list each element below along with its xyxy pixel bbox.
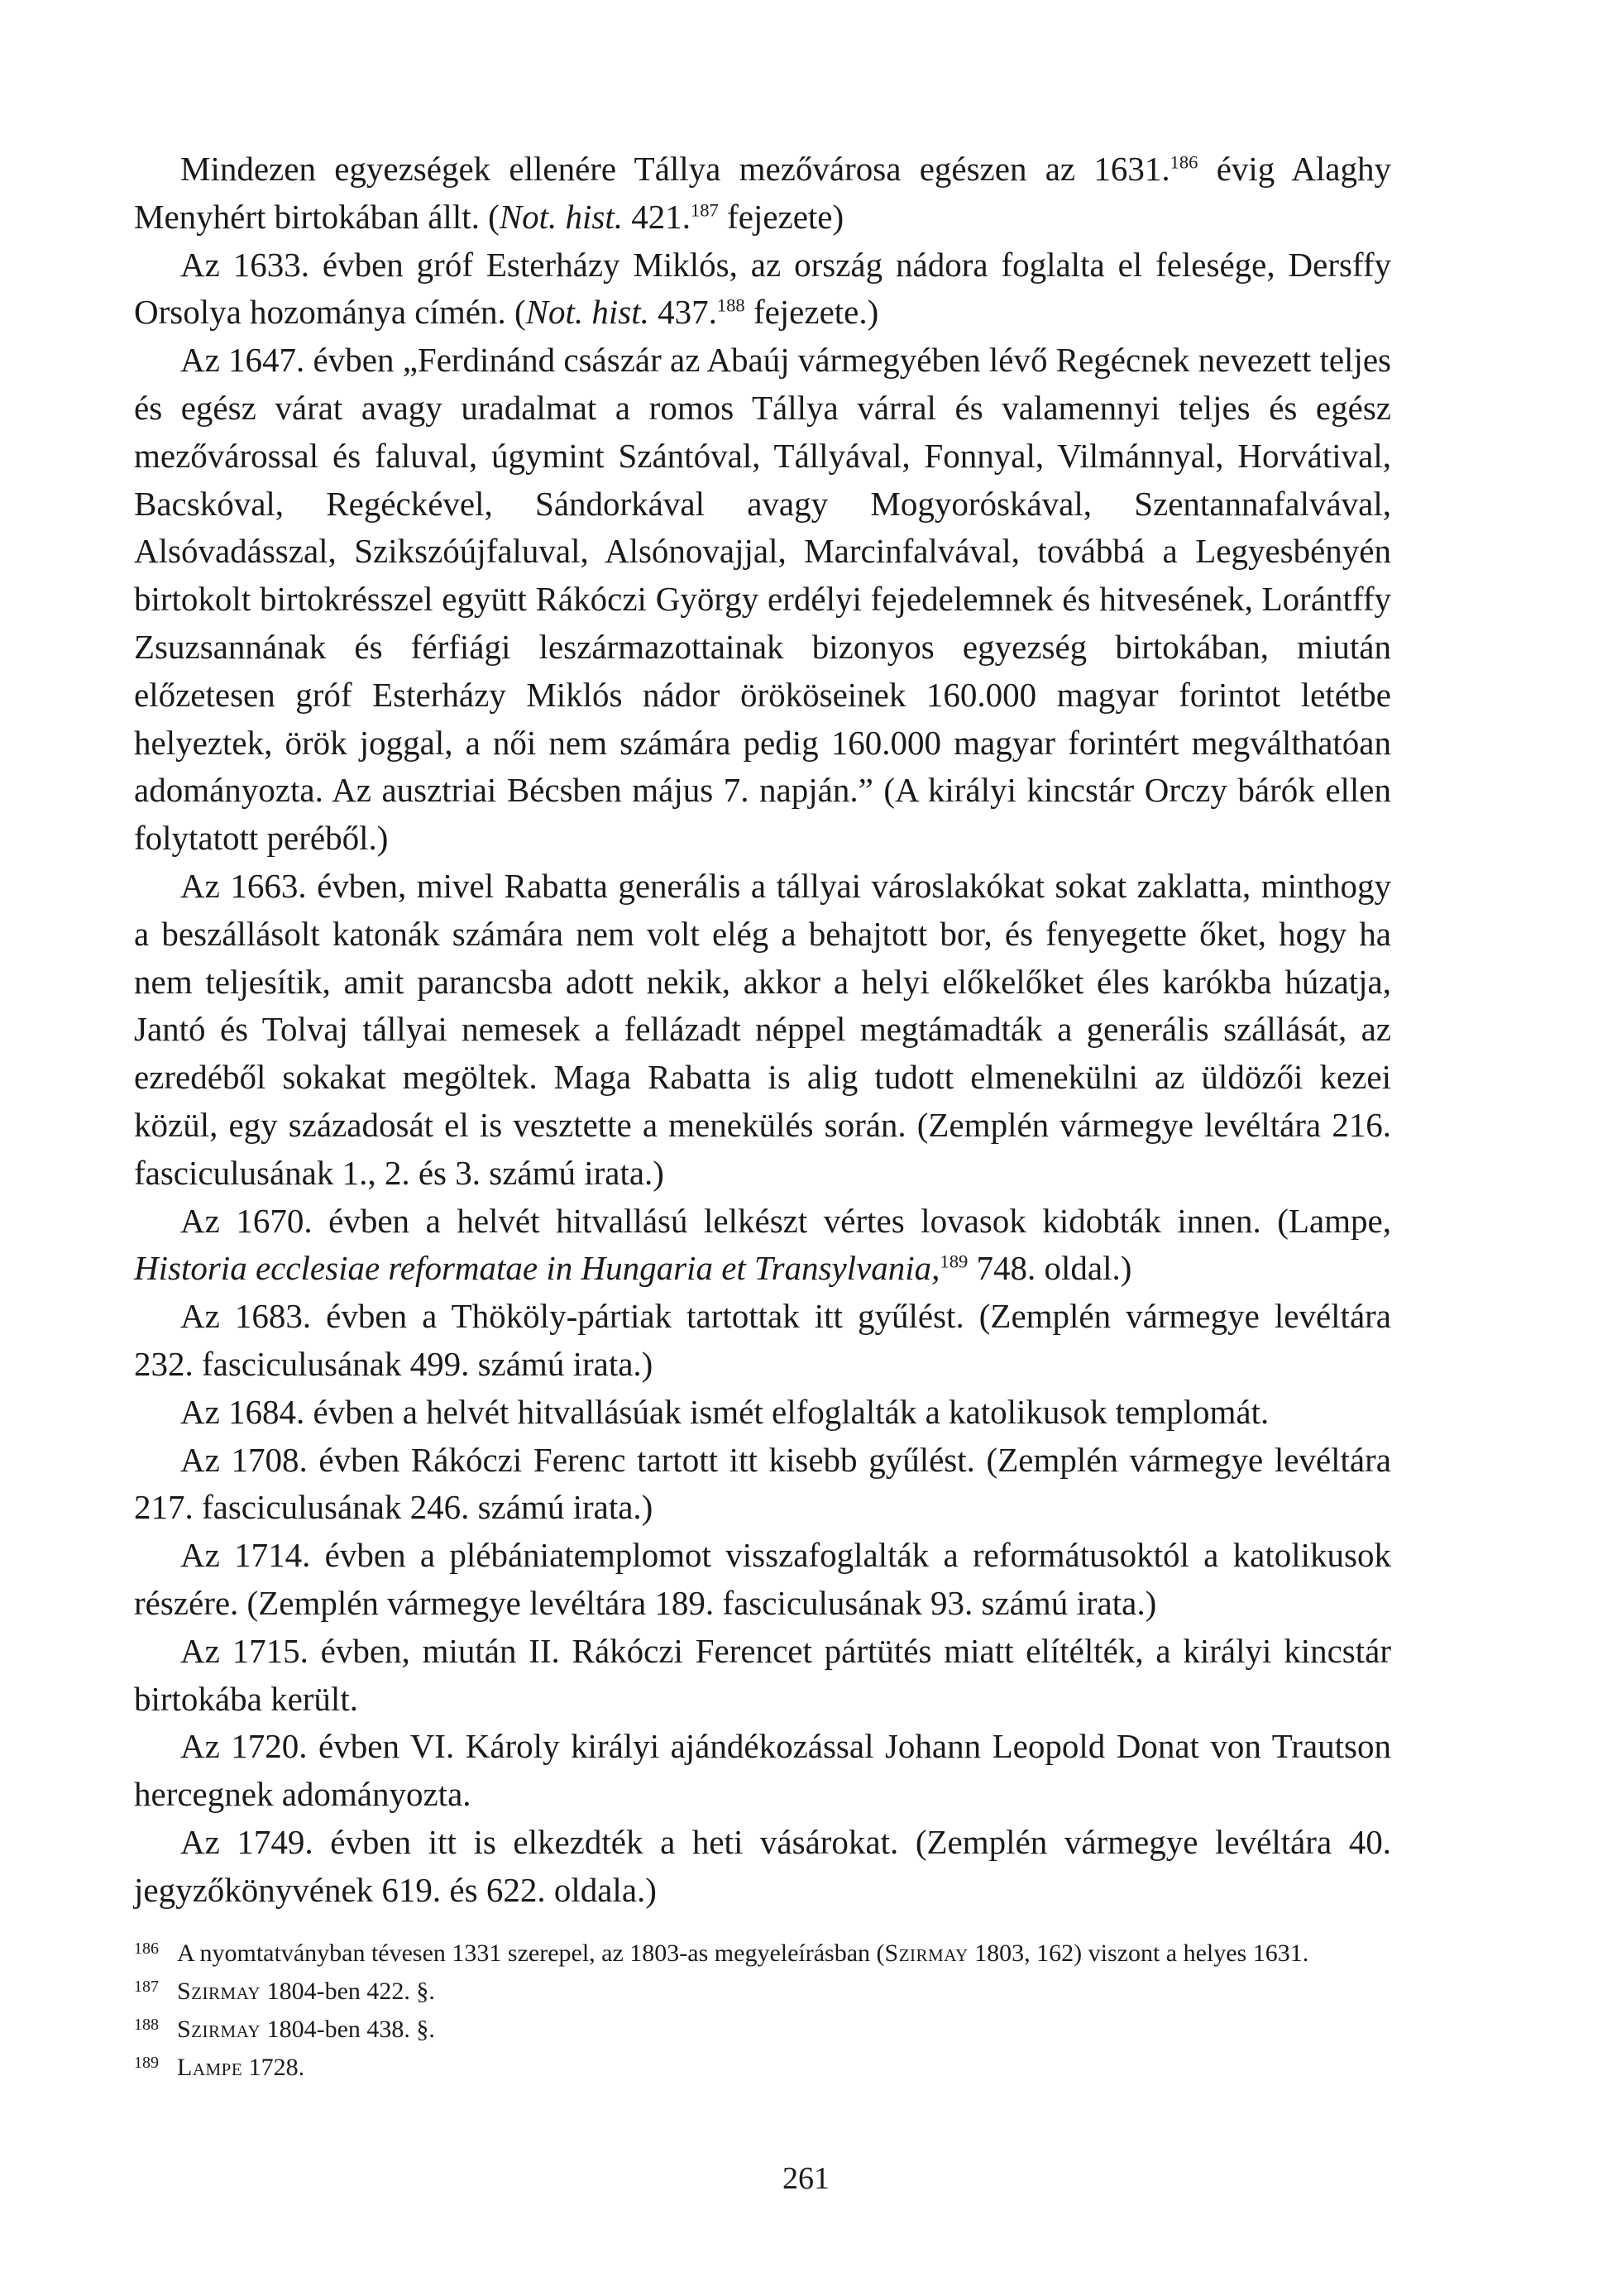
text-run: Az 1715. évben, miután II. Rákóczi Ferencet pártütés miatt elítélték, a királyi kincstár birtokába került. [134,1631,1391,1718]
footnote [134,1970,1391,2008]
paragraph [134,1293,1391,1389]
footnote-reference: 187 [691,199,719,221]
text-run: 748. oldal.) [968,1249,1132,1288]
footnote [134,2046,1391,2084]
footnote-reference: 188 [716,294,745,316]
footnote-number: 188 [134,2016,159,2034]
text-run: Az 1684. évben a helvét hitvallásúak ismét elfoglalták a katolikusok templomát. [180,1392,1270,1431]
paragraph [134,1532,1391,1628]
footnotes [134,1932,1391,2084]
footnote-number: 186 [134,1940,159,1958]
text-run: évig Alaghy Menyhért birtokában állt. ( [134,150,1392,236]
author-name: Lampe [177,2054,243,2081]
italic-title: Not. hist. [499,197,623,236]
footnote-number: 187 [134,1978,159,1996]
paragraph [134,1437,1391,1533]
paragraph [134,146,1391,242]
paragraph [134,1628,1391,1724]
paragraph [134,1819,1391,1915]
text-run: 1803, 162) viszont a helyes 1631. [968,1940,1309,1967]
italic-title: Historia ecclesiae reformatae in Hungaria et Transylvania, [134,1249,940,1288]
paragraph [134,337,1391,863]
footnote-number: 189 [134,2054,159,2072]
text-run: Mindezen egyezségek ellenére Tállya mezővárosa egészen az 1631. [180,150,1170,188]
text-run: Az 1714. évben a plébániatemplomot visszafoglalták a reformátusoktól a katolikusok részére. (Zemplén vármegye levéltára 189. fasciculusának 93. számú irata.) [134,1536,1391,1622]
text-run: Az 1708. évben Rákóczi Ferenc tartott itt kisebb gyűlést. (Zemplén vármegye levéltára 217. fasciculusának 246. számú irata.) [134,1440,1391,1527]
paragraph [134,242,1391,337]
paragraph [134,1723,1391,1819]
text-run: Az 1683. évben a Thököly-pártiak tartottak itt gyűlést. (Zemplén vármegye levéltára 232. fasciculusának 499. számú irata.) [134,1297,1391,1383]
text-run: Az 1663. évben, mivel Rabatta generális a tállyai városlakókat sokat zaklatta, minthogy a beszállásolt katonák számára nem volt elég a behajtott bor, és fenyegette őket, hogy ha nem teljesítik, amit parancsba adott nekik, akkor a helyi előkelőket éles karókba húzatja, Jantó és Tolvaj tállyai nemesek a fellázadt néppel megtámadták a generális szállását, az ezredéből sokakat megöltek. Maga Rabatta is alig tudott elmenekülni az üldözői kezei közül, egy századosát el is vesztette a menekülés során. (Zemplén vármegye levéltára 216. fasciculusának 1., 2. és 3. számú irata.) [134,866,1391,1192]
paragraph [134,1389,1391,1437]
text-run: Az 1670. évben a helvét hitvallású lelkészt vértes lovasok kidobták innen. (Lampe, [180,1201,1391,1240]
text-run: 437. [648,293,717,332]
text-run: 421. [623,197,691,236]
author-name: Szirmay [177,2016,261,2043]
text-run: 1804-ben 438. §. [261,2016,435,2043]
paragraph [134,863,1391,1198]
page-number: 261 [782,2161,830,2196]
author-name: Szirmay [884,1940,969,1967]
text-run: Az 1720. évben VI. Károly királyi ajándékozással Johann Leopold Donat von Trautson hercegnek adományozta. [134,1727,1391,1814]
italic-title: Not. hist. [525,293,649,332]
footnote [134,1932,1391,1970]
footnote-reference: 186 [1170,151,1198,173]
text-run: Az 1647. évben „Ferdinánd császár az Abaúj vármegyében lévő Regécnek nevezett teljes és egész várat avagy uradalmat a romos Tállya várral és valamennyi teljes és egész mezővárossal és faluval, úgymint Szántóval, Tállyával, Fonnyal, Vilmánnyal, Horvátival, Bacskóval, Regéckével, Sándorkával avagy Mogyoróskával, Szentannafalvával, Alsóvadásszal, Szikszóújfaluval, Alsónovajjal, Marcinfalvával, továbbá a Legyesbényén birtokolt birtokrésszel együtt Rákóczi György erdélyi fejedelemnek és hitvesének, Lorántffy Zsuzsannának és férfiági leszármazottainak bizonyos egyezség birtokában, miután előzetesen gróf Esterházy Miklós nádor örököseinek 160.000 magyar forintot letétbe helyeztek, örök joggal, a női nem számára pedig 160.000 magyar forintért megválthatóan adományozta. Az ausztriai Bécsben május 7. napján.” (A királyi kincstár Orczy bárók ellen folytatott peréből.) [134,341,1391,858]
footnote [134,2008,1391,2046]
text-run: 1804-ben 422. §. [261,1978,435,2005]
text-run: A nyomtatványban tévesen 1331 szerepel, az 1803-as megyeleírásban ( [177,1940,885,1967]
paragraph [134,1198,1391,1294]
author-name: Szirmay [177,1978,261,2005]
text-run: fejezete.) [744,293,879,332]
main-text [134,146,1391,1914]
text-run: 1728. [242,2054,305,2081]
footnote-reference: 189 [940,1251,969,1272]
text-run: fejezete) [718,197,844,236]
text-run: Az 1633. évben gróf Esterházy Miklós, az ország nádora foglalta el felesége, Dersffy Orsolya hozománya címén. ( [134,245,1391,332]
text-run: Az 1749. évben itt is elkezdték a heti vásárokat. (Zemplén vármegye levéltára 40. jegyzőkönyvének 619. és 622. oldala.) [134,1822,1391,1909]
